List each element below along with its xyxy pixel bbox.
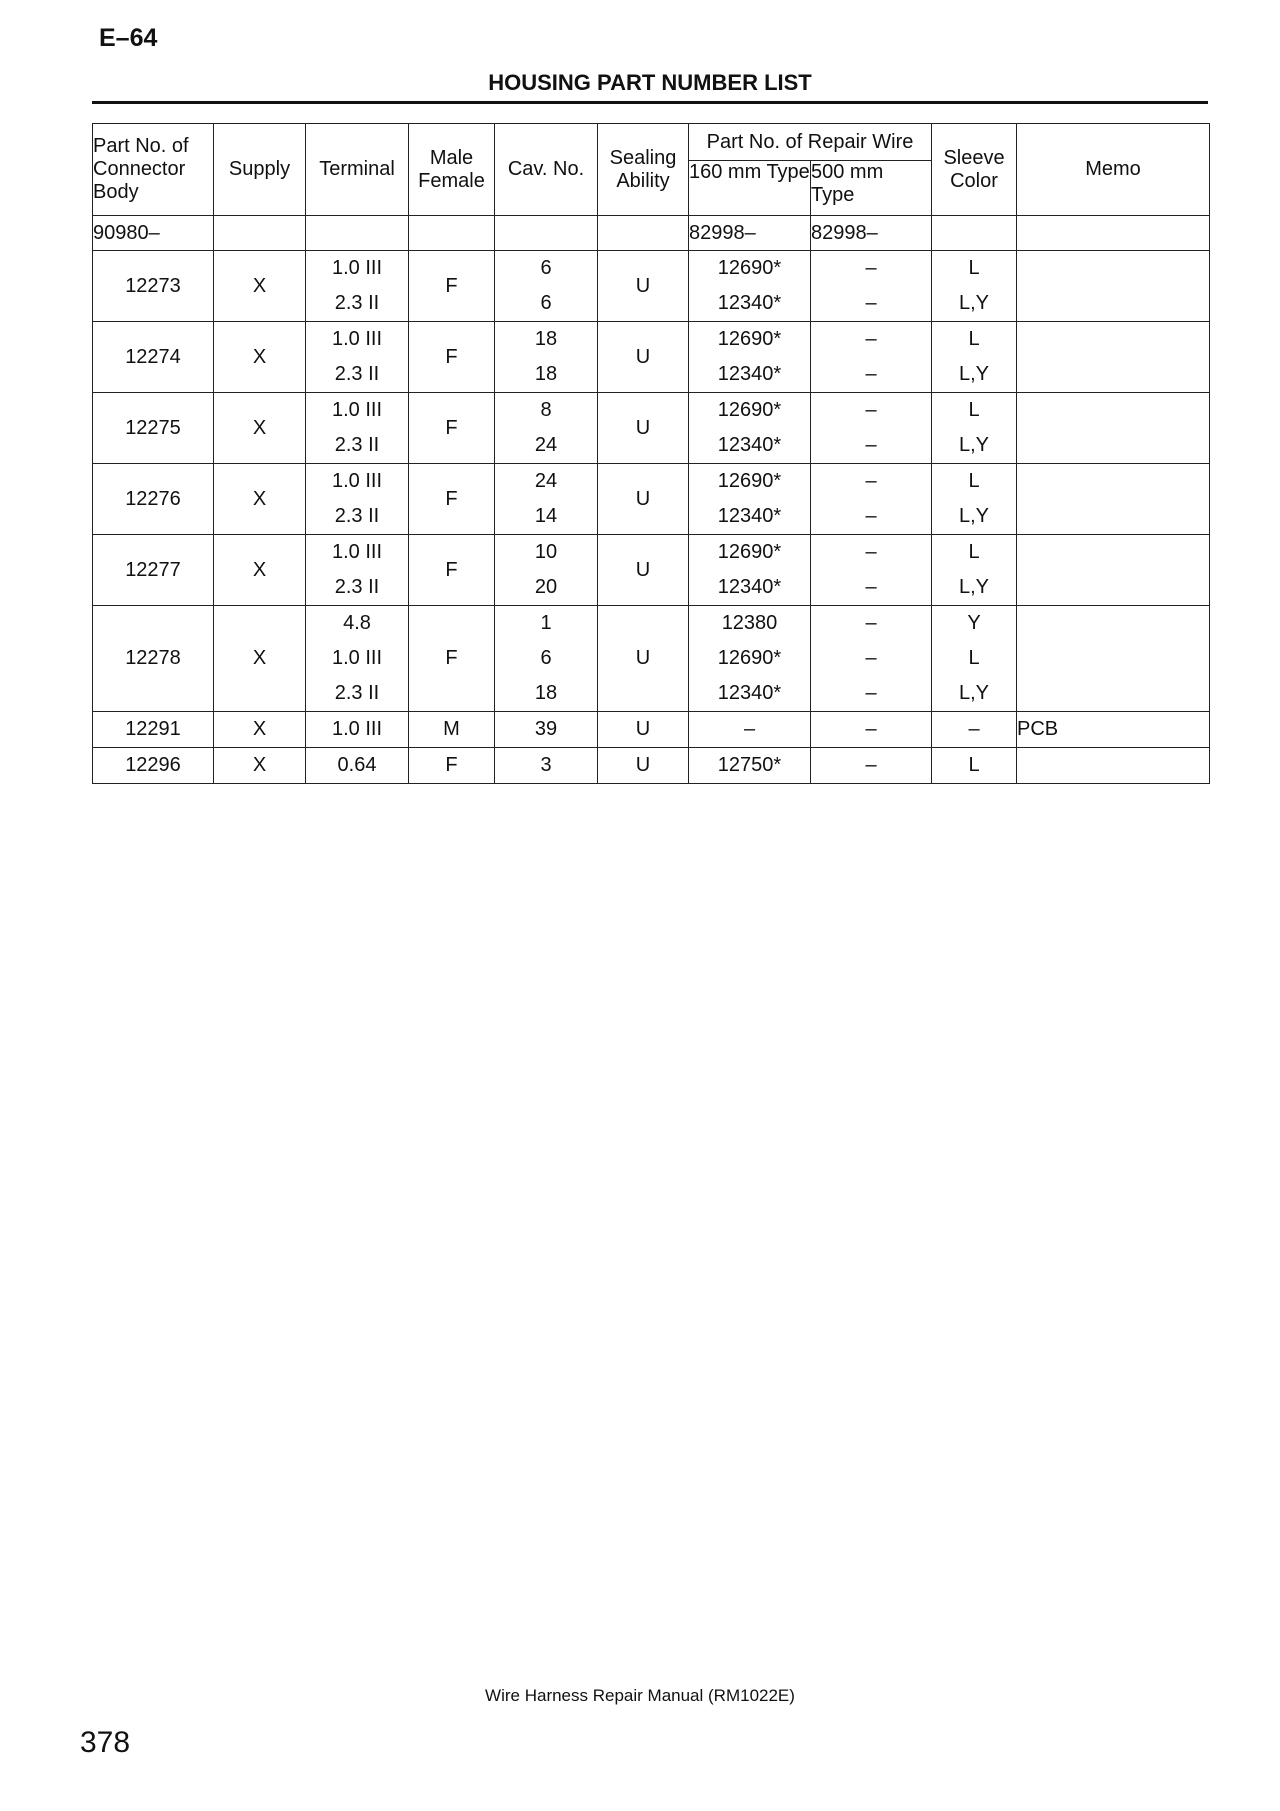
memo: [1017, 606, 1210, 712]
male-female: F: [409, 748, 495, 784]
repair-wire-500-cell: [811, 606, 932, 712]
sleeve-color: L,Y: [959, 292, 990, 314]
cavity-count-cell: [495, 712, 598, 748]
header-terminal: Terminal: [306, 124, 409, 216]
sleeve-color: L: [968, 470, 980, 492]
memo: [1017, 464, 1210, 535]
repair-wire-500-cell: [811, 535, 932, 606]
part-number: 12275: [93, 393, 214, 464]
male-female: F: [409, 606, 495, 712]
prefix-160mm: 82998–: [689, 216, 811, 251]
terminal-value: 1.0 III: [331, 647, 383, 669]
repair-wire-500: –: [865, 257, 877, 279]
prefix-500mm: 82998–: [811, 216, 932, 251]
repair-wire-500-cell: [811, 748, 932, 784]
repair-wire-160-cell: [689, 712, 811, 748]
header-repair-wire: Part No. of Repair Wire: [689, 124, 932, 161]
table-row: [93, 606, 1210, 712]
table-body: [93, 216, 1210, 784]
repair-wire-160: 12340*: [717, 505, 782, 527]
sleeve-color: L,Y: [959, 682, 990, 704]
footer-manual-title: Wire Harness Repair Manual (RM1022E): [485, 1686, 795, 1705]
repair-wire-500: –: [865, 682, 877, 704]
supply-mark: X: [214, 535, 306, 606]
repair-wire-500-cell: [811, 251, 932, 322]
terminal-value-cell: [306, 748, 409, 784]
terminal-value-cell: [306, 322, 409, 393]
repair-wire-160: 12690*: [717, 257, 782, 279]
terminal-value-cell: [306, 393, 409, 464]
terminal-value: 2.3 II: [334, 434, 380, 456]
cavity-count-cell: [495, 748, 598, 784]
terminal-value: 0.64: [337, 754, 377, 776]
terminal-value: 2.3 II: [334, 682, 380, 704]
sealing-ability: U: [598, 748, 689, 784]
terminal-value-cell: [306, 251, 409, 322]
header-160mm: 160 mm Type: [689, 161, 811, 216]
cavity-count: 18: [534, 328, 558, 350]
memo: [1017, 322, 1210, 393]
terminal-value: 1.0 III: [331, 328, 383, 350]
terminal-value: 2.3 II: [334, 576, 380, 598]
sleeve-color: Y: [967, 612, 981, 634]
part-number: 12274: [93, 322, 214, 393]
terminal-value: 1.0 III: [331, 718, 383, 740]
header-supply: Supply: [214, 124, 306, 216]
part-number: 12273: [93, 251, 214, 322]
cell: [495, 216, 598, 251]
sleeve-color: L: [968, 647, 980, 669]
sealing-ability: U: [598, 712, 689, 748]
cavity-count: 6: [540, 647, 552, 669]
supply-mark: X: [214, 748, 306, 784]
memo: [1017, 251, 1210, 322]
cavity-count: 10: [534, 541, 558, 563]
cavity-count: 39: [534, 718, 558, 740]
cavity-count: 3: [540, 754, 552, 776]
sealing-ability: U: [598, 251, 689, 322]
memo: [1017, 748, 1210, 784]
terminal-value-cell: [306, 712, 409, 748]
terminal-value: 1.0 III: [331, 399, 383, 421]
cavity-count: 18: [534, 682, 558, 704]
housing-part-table: [92, 123, 1210, 784]
terminal-value-cell: [306, 535, 409, 606]
cavity-count: 24: [534, 434, 558, 456]
supply-mark: X: [214, 464, 306, 535]
table-row: [93, 251, 1210, 322]
repair-wire-500-cell: [811, 712, 932, 748]
sleeve-color: L,Y: [959, 576, 990, 598]
repair-wire-160-cell: [689, 322, 811, 393]
cavity-count: 20: [534, 576, 558, 598]
header-part-no: Part No. of Connector Body: [93, 124, 214, 216]
header-500mm: 500 mm Type: [811, 161, 932, 216]
part-number: 12296: [93, 748, 214, 784]
supply-mark: X: [214, 712, 306, 748]
part-number: 12278: [93, 606, 214, 712]
table-row: [93, 393, 1210, 464]
section-id: E–64: [99, 24, 158, 52]
sealing-ability: U: [598, 464, 689, 535]
sealing-ability: U: [598, 606, 689, 712]
male-female: M: [409, 712, 495, 748]
repair-wire-500: –: [865, 363, 877, 385]
sleeve-color-cell: [932, 464, 1017, 535]
repair-wire-160: 12340*: [717, 363, 782, 385]
male-female: F: [409, 393, 495, 464]
sleeve-color: L,Y: [959, 363, 990, 385]
terminal-value: 4.8: [343, 612, 371, 634]
sleeve-color-cell: [932, 712, 1017, 748]
repair-wire-500: –: [865, 754, 877, 776]
sleeve-color-cell: [932, 322, 1017, 393]
cavity-count: 8: [540, 399, 552, 421]
repair-wire-500: –: [865, 292, 877, 314]
header-memo: Memo: [1017, 124, 1210, 216]
table-row: [93, 535, 1210, 606]
supply-mark: X: [214, 393, 306, 464]
cell: [306, 216, 409, 251]
sleeve-color: L,Y: [959, 505, 990, 527]
repair-wire-500: –: [865, 434, 877, 456]
prefix-part-no: 90980–: [93, 216, 214, 251]
male-female: F: [409, 322, 495, 393]
cavity-count-cell: [495, 322, 598, 393]
cavity-count: 24: [534, 470, 558, 492]
repair-wire-500: –: [865, 647, 877, 669]
repair-wire-500: –: [865, 399, 877, 421]
supply-mark: X: [214, 606, 306, 712]
cavity-count-cell: [495, 251, 598, 322]
part-number: 12291: [93, 712, 214, 748]
sleeve-color: L: [968, 257, 980, 279]
terminal-value: 1.0 III: [331, 257, 383, 279]
sealing-ability: U: [598, 535, 689, 606]
sleeve-color: L,Y: [959, 434, 990, 456]
sleeve-color: L: [968, 328, 980, 350]
repair-wire-500: –: [865, 718, 877, 740]
repair-wire-160-cell: [689, 606, 811, 712]
header-sealing: Sealing Ability: [598, 124, 689, 216]
page-title: HOUSING PART NUMBER LIST: [488, 70, 812, 95]
repair-wire-500-cell: [811, 322, 932, 393]
memo: [1017, 393, 1210, 464]
repair-wire-160: 12690*: [717, 328, 782, 350]
sleeve-color: L: [968, 399, 980, 421]
repair-wire-160-cell: [689, 251, 811, 322]
repair-wire-160-cell: [689, 393, 811, 464]
cell: [1017, 216, 1210, 251]
male-female: F: [409, 464, 495, 535]
sleeve-color-cell: [932, 393, 1017, 464]
cell: [932, 216, 1017, 251]
sealing-ability: U: [598, 322, 689, 393]
repair-wire-160: 12690*: [717, 541, 782, 563]
repair-wire-500: –: [865, 541, 877, 563]
repair-wire-160: 12690*: [717, 399, 782, 421]
sealing-ability: U: [598, 393, 689, 464]
part-number: 12277: [93, 535, 214, 606]
prefix-row: [93, 216, 1210, 251]
repair-wire-500-cell: [811, 393, 932, 464]
terminal-value: 2.3 II: [334, 505, 380, 527]
cavity-count-cell: [495, 606, 598, 712]
header-cav-no: Cav. No.: [495, 124, 598, 216]
sleeve-color: L: [968, 754, 980, 776]
sleeve-color-cell: [932, 535, 1017, 606]
supply-mark: X: [214, 322, 306, 393]
repair-wire-500-cell: [811, 464, 932, 535]
cavity-count: 18: [534, 363, 558, 385]
sleeve-color-cell: [932, 251, 1017, 322]
repair-wire-160: 12690*: [717, 470, 782, 492]
header-male-female: Male Female: [409, 124, 495, 216]
repair-wire-160-cell: [689, 535, 811, 606]
repair-wire-160: 12340*: [717, 434, 782, 456]
sleeve-color: –: [968, 718, 980, 740]
terminal-value: 2.3 II: [334, 292, 380, 314]
table-row: [93, 464, 1210, 535]
cell: [598, 216, 689, 251]
repair-wire-500: –: [865, 328, 877, 350]
terminal-value-cell: [306, 464, 409, 535]
male-female: F: [409, 535, 495, 606]
cavity-count-cell: [495, 535, 598, 606]
page-number: 378: [80, 1726, 131, 1759]
table-row: [93, 748, 1210, 784]
sleeve-color-cell: [932, 606, 1017, 712]
supply-mark: X: [214, 251, 306, 322]
cavity-count: 1: [540, 612, 552, 634]
repair-wire-160-cell: [689, 748, 811, 784]
title-divider: [92, 101, 1208, 104]
repair-wire-160-cell: [689, 464, 811, 535]
repair-wire-160: 12690*: [717, 647, 782, 669]
cavity-count: 6: [540, 292, 552, 314]
repair-wire-160: 12750*: [717, 754, 782, 776]
terminal-value: 1.0 III: [331, 541, 383, 563]
cavity-count: 14: [534, 505, 558, 527]
repair-wire-160: 12340*: [717, 682, 782, 704]
repair-wire-500: –: [865, 505, 877, 527]
terminal-value: 2.3 II: [334, 363, 380, 385]
cavity-count-cell: [495, 393, 598, 464]
cell: [214, 216, 306, 251]
table-row: [93, 712, 1210, 748]
repair-wire-160: –: [743, 718, 756, 740]
sleeve-color: L: [968, 541, 980, 563]
repair-wire-500: –: [865, 470, 877, 492]
part-number: 12276: [93, 464, 214, 535]
memo: PCB: [1017, 712, 1210, 748]
cavity-count-cell: [495, 464, 598, 535]
header-sleeve: Sleeve Color: [932, 124, 1017, 216]
sleeve-color-cell: [932, 748, 1017, 784]
terminal-value: 1.0 III: [331, 470, 383, 492]
cavity-count: 6: [540, 257, 552, 279]
repair-wire-160: 12340*: [717, 576, 782, 598]
cell: [409, 216, 495, 251]
memo: [1017, 535, 1210, 606]
table-row: [93, 322, 1210, 393]
male-female: F: [409, 251, 495, 322]
repair-wire-500: –: [865, 612, 877, 634]
terminal-value-cell: [306, 606, 409, 712]
repair-wire-160: 12380: [721, 612, 778, 634]
repair-wire-160: 12340*: [717, 292, 782, 314]
repair-wire-500: –: [865, 576, 877, 598]
